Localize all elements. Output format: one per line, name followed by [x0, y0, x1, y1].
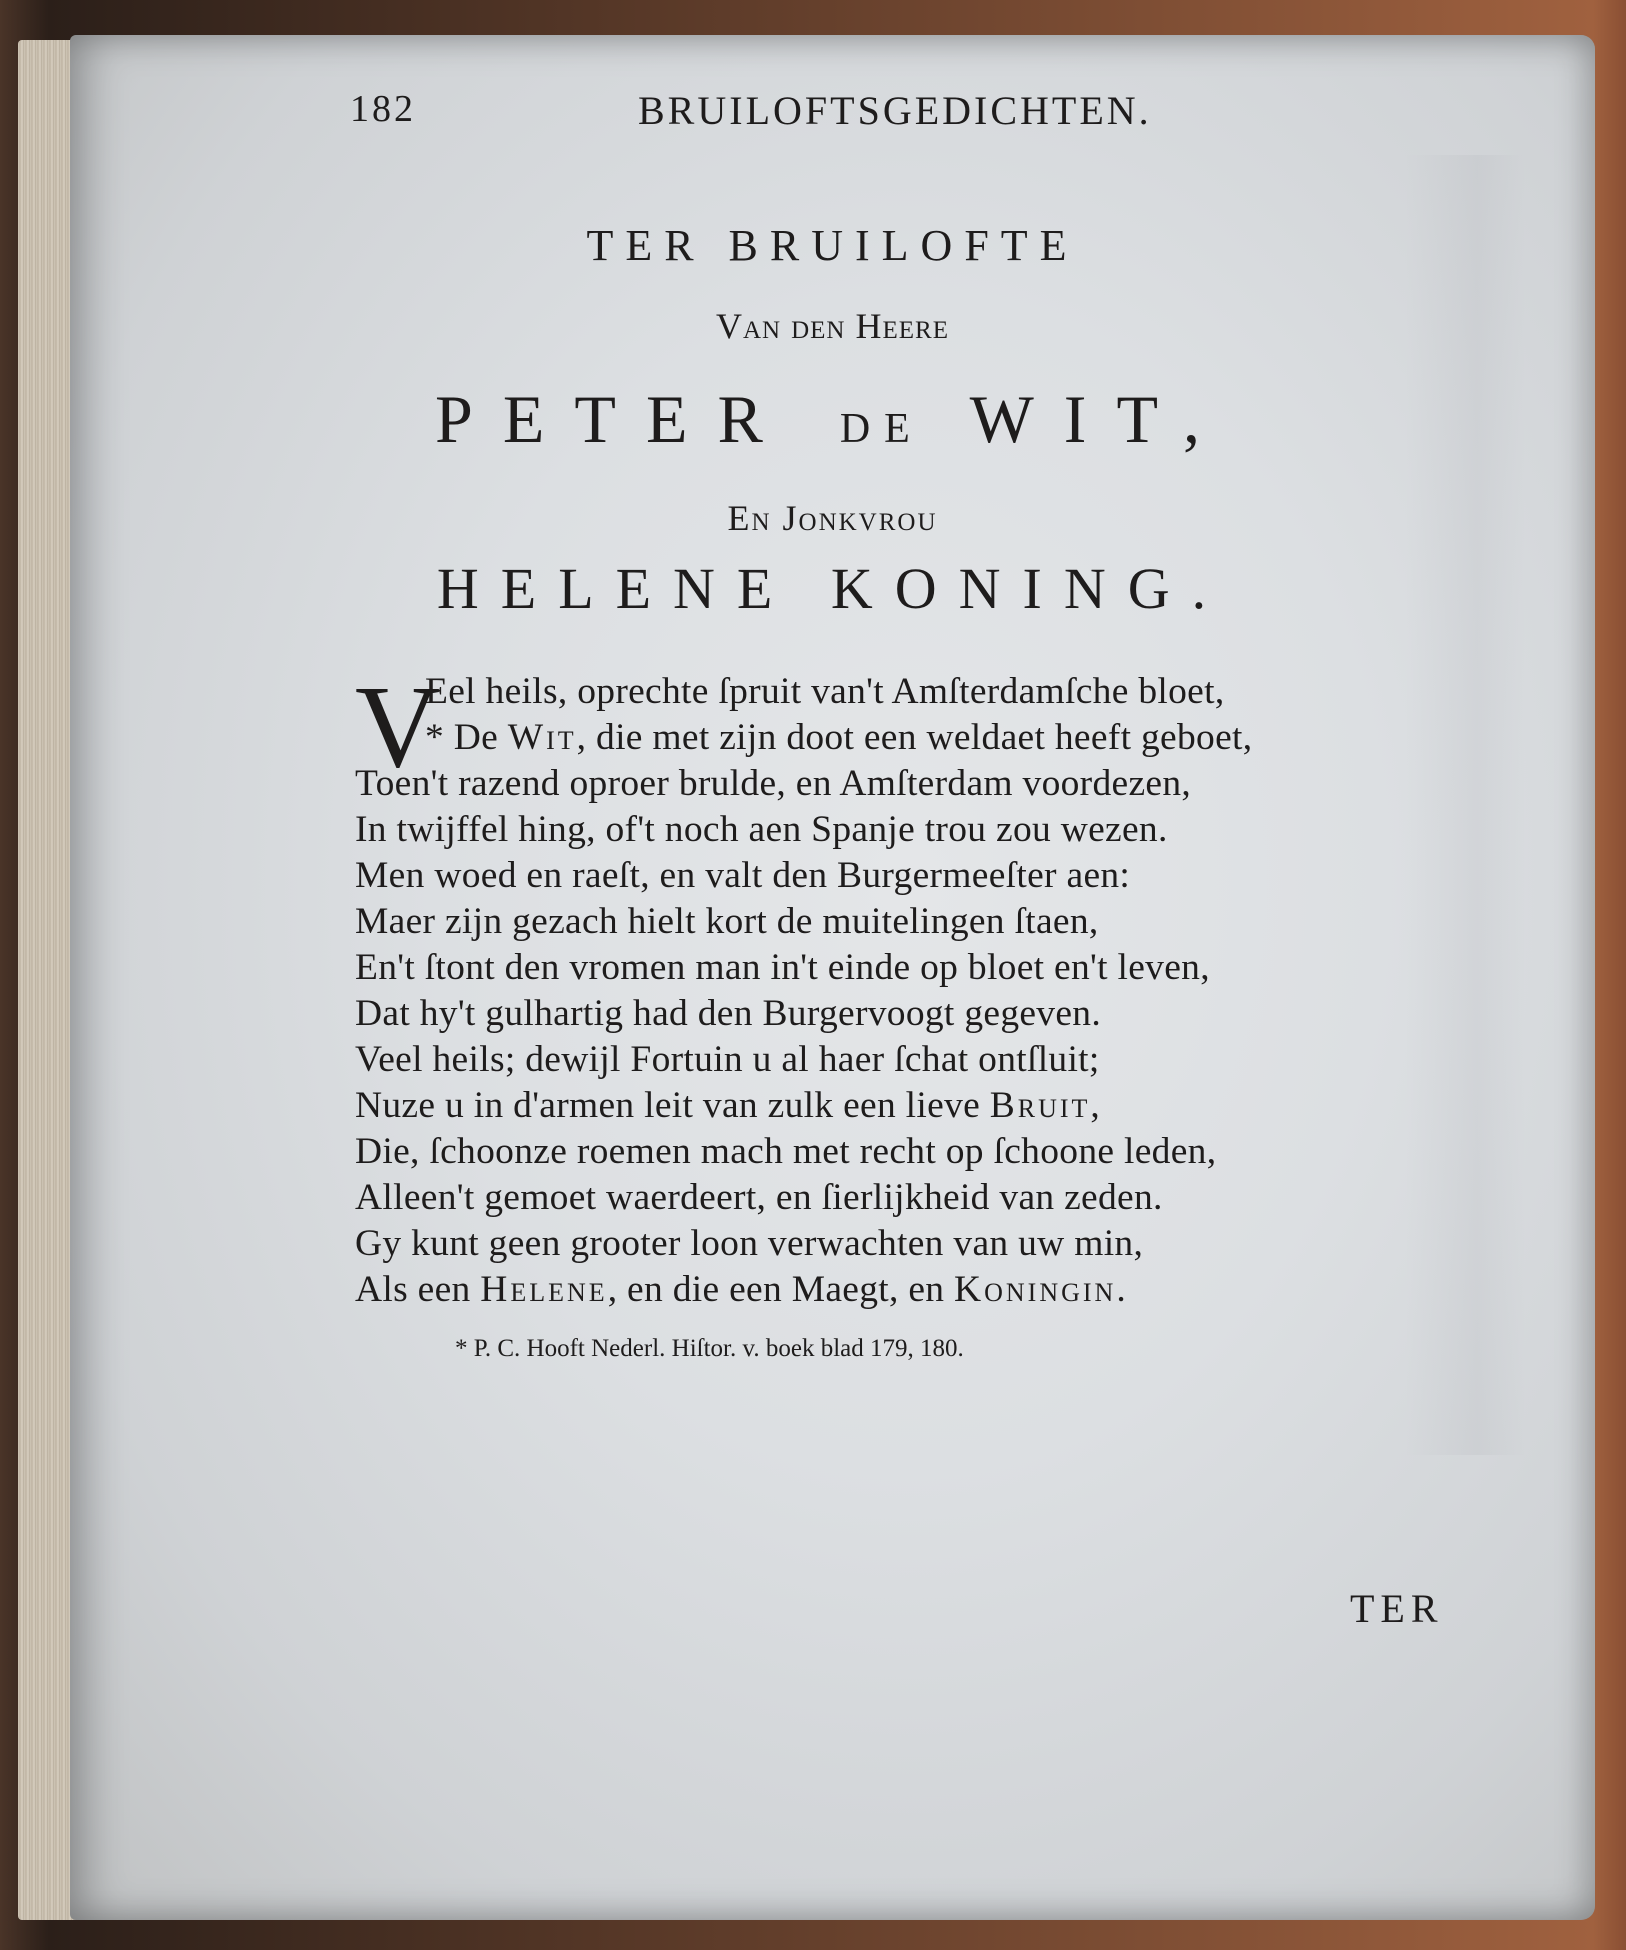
verse-text: , en die een Maegt, en: [607, 1269, 955, 1310]
groom-particle: DE: [839, 406, 924, 452]
verse-text: .: [1116, 1269, 1126, 1310]
verse-line: Dat hy't gulhartig had den Burgervoogt gegeven.: [355, 993, 1102, 1034]
verse-name: Helene: [480, 1269, 608, 1310]
footnote: * P. C. Hooft Nederl. Hiſtor. v. boek blad 179, 180.: [455, 1335, 964, 1362]
heading-line-4: En Jonkvrou: [727, 498, 938, 538]
verse-line: [355, 1084, 1100, 1127]
verse-line: Maer zijn gezach hielt kort de muitelingen ſtaen,: [355, 901, 1099, 942]
verse-line: Men woed en raeſt, en valt den Burgermeeſter aen:: [355, 855, 1131, 896]
verse-line: Veel heils; dewijl Fortuin u al haer ſchat ontſluit;: [355, 1039, 1100, 1080]
verse-text: Nuze u in d'armen leit van zulk een lieve: [355, 1085, 990, 1126]
heading-groom-name: [70, 380, 1595, 459]
catchword: TER: [1350, 1586, 1444, 1631]
verse-name: Wit: [507, 717, 577, 758]
verse-text: , die met zijn doot een weldaet heeft geboet,: [576, 717, 1253, 758]
heading-line-2: Van den Heere: [716, 306, 949, 346]
page-text: [70, 35, 1595, 1920]
verse-line: Gy kunt geen grooter loon verwachten van uw min,: [355, 1223, 1144, 1264]
verse-line: Die, ſchoonze roemen mach met recht op ſchoone leden,: [355, 1131, 1217, 1172]
verse-name: Koningin: [954, 1269, 1117, 1310]
verse-line: In twijffel hing, of't noch aen Spanje trou zou wezen.: [355, 809, 1168, 850]
drop-cap: V: [355, 661, 441, 792]
verse-text: Als een: [355, 1269, 481, 1310]
groom-surname: WIT,: [969, 381, 1230, 457]
book-page: [70, 35, 1595, 1920]
verse-text: * De: [425, 717, 508, 758]
heading-bride-name: HELENE KONING.: [436, 556, 1229, 621]
groom-first-name: PETER: [435, 381, 793, 457]
verse-line: [425, 716, 1252, 759]
verse-line: Eel heils, oprechte ſpruit van't Amſterdamſche bloet,: [425, 671, 1225, 712]
running-title: BRUILOFTSGEDICHTEN.: [638, 88, 1152, 133]
verse-line: [355, 1268, 1126, 1311]
verse-name: Bruit: [989, 1085, 1091, 1126]
page-number: 182: [350, 88, 416, 130]
verse-line: Alleen't gemoet waerdeert, en ſierlijkheid van zeden.: [355, 1177, 1163, 1218]
heading-line-1: TER BRUILOFTE: [586, 221, 1079, 270]
verse-line: Toen't razend oproer brulde, en Amſterdam voordezen,: [355, 763, 1192, 804]
verse-text: ,: [1090, 1085, 1101, 1126]
verse-line: En't ſtont den vromen man in't einde op bloet en't leven,: [355, 947, 1210, 988]
